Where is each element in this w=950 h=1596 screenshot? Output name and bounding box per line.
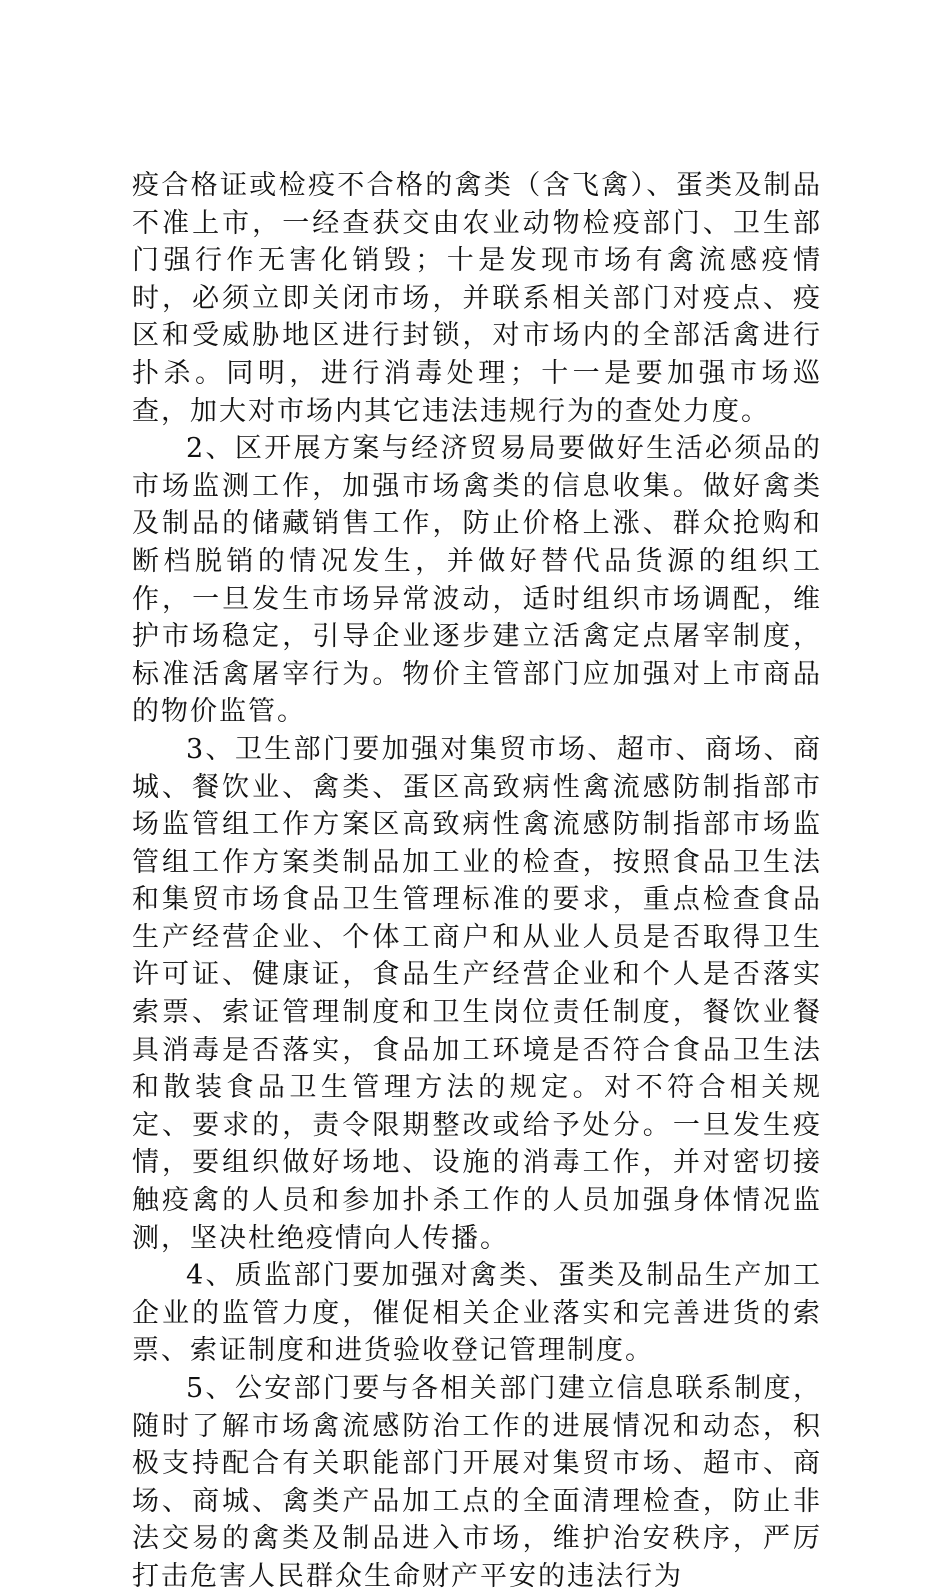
paragraph-item-2: 2、区开展方案与经济贸易局要做好生活必须品的市场监测工作，加强市场禽类的信息收集。做好禽类及制品的储藏销售工作，防止价格上涨、群众抢购和断档脱销的情况发生，并做好替代品货源的组织工作，一旦发生市场异常波动，适时组织市场调配，维护市场稳定，引导企业逐步建立活禽定点屠宰制度，标准活禽屠宰行为。物价主管部门应加强对上市商品的物价监管。 bbox=[132, 433, 822, 728]
paragraph-item-5: 5、公安部门要与各相关部门建立信息联系制度，随时了解市场禽流感防治工作的进展情况和动态，积极支持配合有关职能部门开展对集贸市场、超市、商场、商城、禽类产品加工点的全面清理检查，防止非法交易的禽类及制品进入市场，维护治安秩序，严厉打击危害人民群众生命财产平安的违法行为 bbox=[132, 1373, 822, 1592]
paragraph-item-3: 3、卫生部门要加强对集贸市场、超市、商场、商城、餐饮业、禽类、蛋区高致病性禽流感防制指部市场监管组工作方案区高致病性禽流感防制指部市场监管组工作方案类制品加工业的检查，按照食品卫生法和集贸市场食品卫生管理标准的要求，重点检查食品生产经营企业、个体工商户和从业人员是否取得卫生许可证、健康证，食品生产经营企业和个人是否落实索票、索证管理制度和卫生岗位责任制度，餐饮业餐具消毒是否落实，食品加工环境是否符合食品卫生法和散装食品卫生管理方法的规定。对不符合相关规定、要求的，责令限期整改或给予处分。一旦发生疫情，要组织做好场地、设施的消毒工作，并对密切接触疫禽的人员和参加扑杀工作的人员加强身体情况监测，坚决杜绝疫情向人传播。 bbox=[132, 733, 822, 1254]
paragraph-item-4: 4、质监部门要加强对禽类、蛋类及制品生产加工企业的监管力度，催促相关企业落实和完善进货的索票、索证制度和进货验收登记管理制度。 bbox=[132, 1260, 822, 1367]
document-body bbox=[132, 167, 822, 1596]
paragraph-continued: 疫合格证或检疫不合格的禽类（含飞禽）、蛋类及制品不准上市，一经查获交由农业动物检疫部门、卫生部门强行作无害化销毁；十是发现市场有禽流感疫情时，必须立即关闭市场，并联系相关部门对疫点、疫区和受威胁地区进行封锁，对市场内的全部活禽进行扑杀。同明，进行消毒处理；十一是要加强市场巡查，加大对市场内其它违法违规行为的查处力度。 bbox=[132, 170, 822, 427]
